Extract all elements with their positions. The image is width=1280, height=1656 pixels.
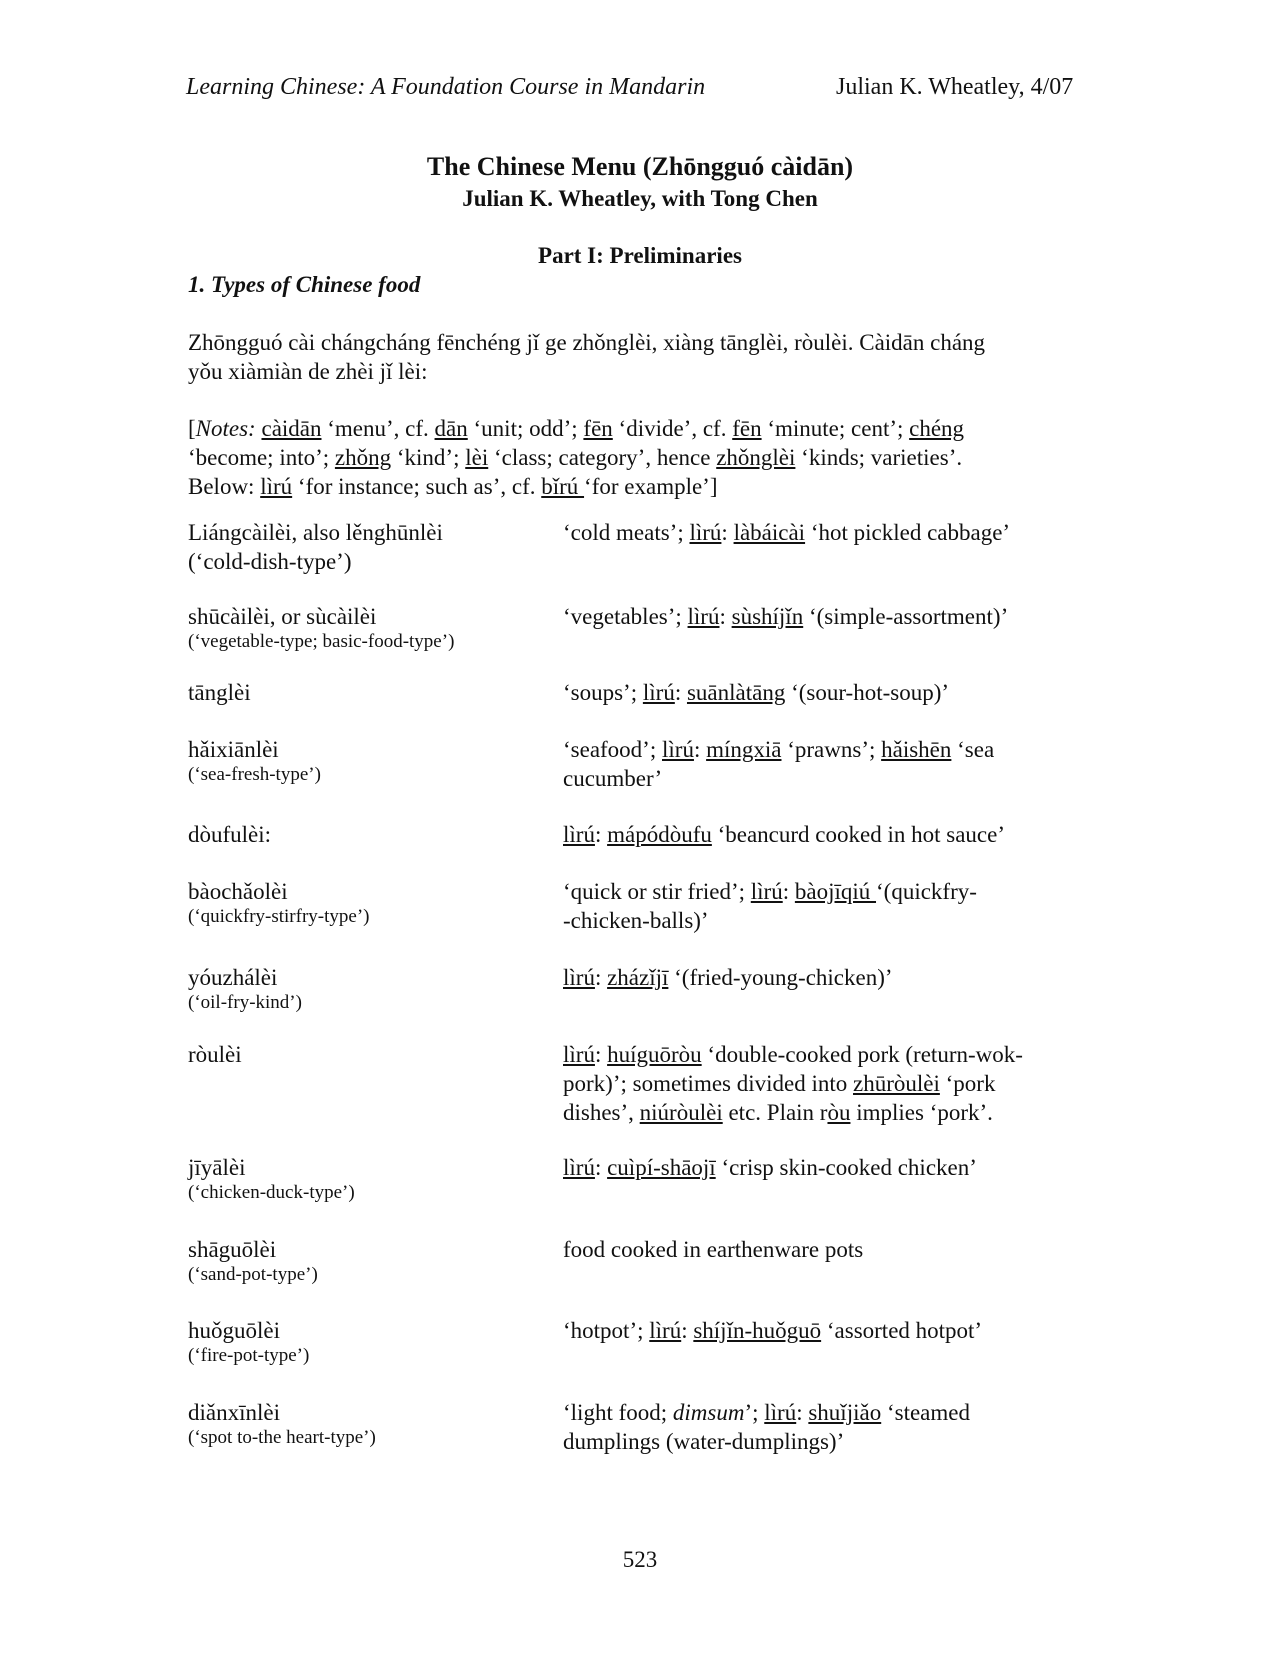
vocab-term: bǐrú — [541, 474, 585, 499]
page-title: The Chinese Menu (Zhōngguó càidān) — [426, 152, 854, 181]
page-subtitle: Julian K. Wheatley, with Tong Chen — [462, 186, 818, 211]
term-text: Liángcàilèi, also lěnghūnlèi — [188, 520, 443, 545]
running-header-title: Learning Chinese: A Foundation Course in Mandarin — [186, 74, 706, 100]
desc-text: ‘soups’; — [563, 680, 643, 705]
desc-text: dishes’, — [563, 1100, 640, 1125]
desc-text: ‘crisp skin-cooked chicken’ — [715, 1155, 977, 1180]
desc-text: implies ‘pork’. — [850, 1100, 993, 1125]
vocab-term: lìrú — [260, 474, 293, 499]
category-term: huǒguōlèi — [188, 1318, 280, 1343]
notes-text: ‘kinds; varieties’. — [795, 445, 963, 470]
vocab-term: zhǒnglèi — [716, 445, 796, 470]
desc-text: cucumber’ — [563, 766, 663, 791]
page-number: 523 — [622, 1547, 658, 1572]
notes-bracket: [ — [188, 416, 196, 441]
example-term: míngxiā — [706, 737, 782, 762]
vocab-term: fēn — [732, 416, 762, 441]
liru-label: lìrú — [689, 520, 722, 545]
desc-text: : — [719, 604, 732, 629]
liru-label: lìrú — [563, 1042, 595, 1067]
desc-text: : — [594, 1155, 608, 1180]
desc-text: : — [594, 822, 608, 847]
category-term: jīyālèi — [188, 1155, 246, 1180]
vocab-term: càidān — [261, 416, 322, 441]
vocab-term: lèi — [465, 445, 489, 470]
category-description — [563, 1398, 1083, 1456]
example-term: huíguōròu — [607, 1042, 702, 1067]
notes-text: ‘divide’, cf. — [612, 416, 733, 441]
desc-text: -chicken-balls)’ — [563, 908, 709, 933]
example-term: zházǐjī — [607, 965, 669, 990]
category-gloss: (‘oil-fry-kind’) — [188, 992, 302, 1013]
notes-text: ‘for example’] — [584, 474, 718, 499]
desc-text: ‘hot pickled cabbage’ — [805, 520, 1011, 545]
category-gloss: (‘quickfry-stirfry-type’) — [188, 906, 370, 927]
desc-text: ‘(fried-young-chicken)’ — [668, 965, 893, 990]
example-term: làbáicài — [733, 520, 806, 545]
notes-text: ‘class; category’, hence — [488, 445, 717, 470]
desc-text: ‘vegetables’; — [563, 604, 688, 629]
desc-text: : — [674, 680, 687, 705]
notes-text: ‘unit; odd’; — [467, 416, 584, 441]
desc-text: etc. Plain r — [722, 1100, 828, 1125]
category-description — [563, 1153, 1083, 1182]
term-text: (‘cold-dish-type’) — [188, 549, 352, 574]
part-heading: Part I: Preliminaries — [538, 243, 742, 268]
category-term: shūcàilèi, or sùcàilèi — [188, 604, 377, 629]
example-term: zhūròulèi — [853, 1071, 940, 1096]
desc-text: ‘(quickfry- — [876, 879, 977, 904]
notes-paragraph — [188, 414, 1068, 501]
category-term: bàochǎolèi — [188, 879, 288, 904]
liru-label: lìrú — [649, 1318, 682, 1343]
category-description: food cooked in earthenware pots — [563, 1237, 864, 1262]
example-term: shíjǐn-huǒguō — [693, 1318, 822, 1343]
category-description — [563, 518, 1083, 547]
desc-text: : — [594, 965, 608, 990]
desc-text: ‘seafood’; — [563, 737, 662, 762]
example-term: òu — [827, 1100, 851, 1125]
intro-line: Zhōngguó cài chángcháng fēnchéng jǐ ge zhǒnglèi, xiàng tānglèi, ròulèi. Càidān cháng — [188, 330, 986, 355]
category-term: ròulèi — [188, 1042, 242, 1067]
desc-text: : — [594, 1042, 608, 1067]
vocab-term: fēn — [583, 416, 613, 441]
liru-label: lìrú — [750, 879, 783, 904]
category-gloss: (‘sea-fresh-type’) — [188, 764, 321, 785]
category-description — [563, 602, 1083, 631]
example-term: suānlàtāng — [686, 680, 786, 705]
desc-text: ‘(sour-hot-soup)’ — [785, 680, 950, 705]
desc-text: : — [693, 737, 707, 762]
liru-label: lìrú — [642, 680, 675, 705]
category-term: yóuzhálèi — [188, 965, 278, 990]
desc-text: pork)’; sometimes divided into — [563, 1071, 854, 1096]
vocab-term: dān — [434, 416, 468, 441]
vocab-term: zhǒng — [334, 445, 392, 470]
notes-text: ‘for instance; such as’, cf. — [292, 474, 542, 499]
example-term: shuǐjiǎo — [808, 1400, 882, 1425]
desc-text: ‘(simple-assortment)’ — [803, 604, 1009, 629]
desc-text: dumplings (water-dumplings)’ — [563, 1429, 845, 1454]
category-term: dòufulèi: — [188, 822, 272, 847]
category-gloss: (‘vegetable-type; basic-food-type’) — [188, 631, 455, 652]
category-term: hǎixiānlèi — [188, 737, 279, 762]
category-description — [563, 735, 1083, 793]
liru-label: lìrú — [563, 822, 595, 847]
desc-text: ‘beancurd cooked in hot sauce’ — [711, 822, 1005, 847]
liru-label: lìrú — [687, 604, 720, 629]
desc-text: ‘pork — [939, 1071, 996, 1096]
desc-text: ‘cold meats’; — [563, 520, 690, 545]
liru-label: lìrú — [764, 1400, 797, 1425]
liru-label: lìrú — [662, 737, 694, 762]
category-term: diǎnxīnlèi — [188, 1400, 280, 1425]
desc-text: ‘double-cooked pork (return-wok- — [701, 1042, 1023, 1067]
example-term: hǎishēn — [881, 737, 952, 762]
notes-text: ‘menu’, cf. — [321, 416, 435, 441]
category-gloss: (‘spot to-the heart-type’) — [188, 1427, 376, 1448]
notes-text: ‘minute; cent’; — [761, 416, 910, 441]
desc-text: ‘sea — [951, 737, 995, 762]
liru-label: lìrú — [563, 1155, 595, 1180]
intro-paragraph — [188, 328, 1068, 386]
desc-text: : — [796, 1400, 809, 1425]
desc-text: : — [721, 520, 734, 545]
category-term: shāguōlèi — [188, 1237, 277, 1262]
desc-text: ‘assorted hotpot’ — [821, 1318, 983, 1343]
desc-text: ‘steamed — [881, 1400, 970, 1425]
category-description — [563, 1040, 1083, 1127]
intro-line: yǒu xiàmiàn de zhèi jǐ lèi: — [188, 359, 428, 384]
desc-text: ‘light food; — [563, 1400, 673, 1425]
section-heading: 1. Types of Chinese food — [188, 272, 421, 297]
notes-text: ‘become; into’; — [188, 445, 335, 470]
desc-italic: dimsum — [672, 1400, 745, 1425]
category-term: tānglèi — [188, 680, 251, 705]
category-description — [563, 1316, 1083, 1345]
desc-text: : — [782, 879, 795, 904]
notes-text: Below: — [188, 474, 261, 499]
category-gloss: (‘fire-pot-type’) — [188, 1345, 310, 1366]
category-gloss: (‘chicken-duck-type’) — [188, 1182, 355, 1203]
desc-text: ‘prawns’; — [781, 737, 882, 762]
category-description — [563, 963, 1083, 992]
example-term: mápódòufu — [607, 822, 712, 847]
example-term: cuìpí-shāojī — [607, 1155, 716, 1180]
desc-text: ‘quick or stir fried’; — [563, 879, 751, 904]
desc-text: ’; — [744, 1400, 765, 1425]
category-description — [563, 678, 1083, 707]
vocab-term: chéng — [909, 416, 965, 441]
notes-label: Notes: — [195, 416, 256, 441]
category-term — [188, 518, 443, 576]
example-term: niúròulèi — [639, 1100, 723, 1125]
notes-text: ‘kind’; — [391, 445, 466, 470]
example-term: bàojīqiú — [794, 879, 877, 904]
running-header-author: Julian K. Wheatley, 4/07 — [836, 74, 1074, 100]
category-description — [563, 820, 1083, 849]
category-gloss: (‘sand-pot-type’) — [188, 1264, 318, 1285]
category-description — [563, 877, 1083, 935]
example-term: sùshíjǐn — [731, 604, 804, 629]
liru-label: lìrú — [563, 965, 595, 990]
desc-text: ‘hotpot’; — [563, 1318, 650, 1343]
desc-text: : — [681, 1318, 694, 1343]
